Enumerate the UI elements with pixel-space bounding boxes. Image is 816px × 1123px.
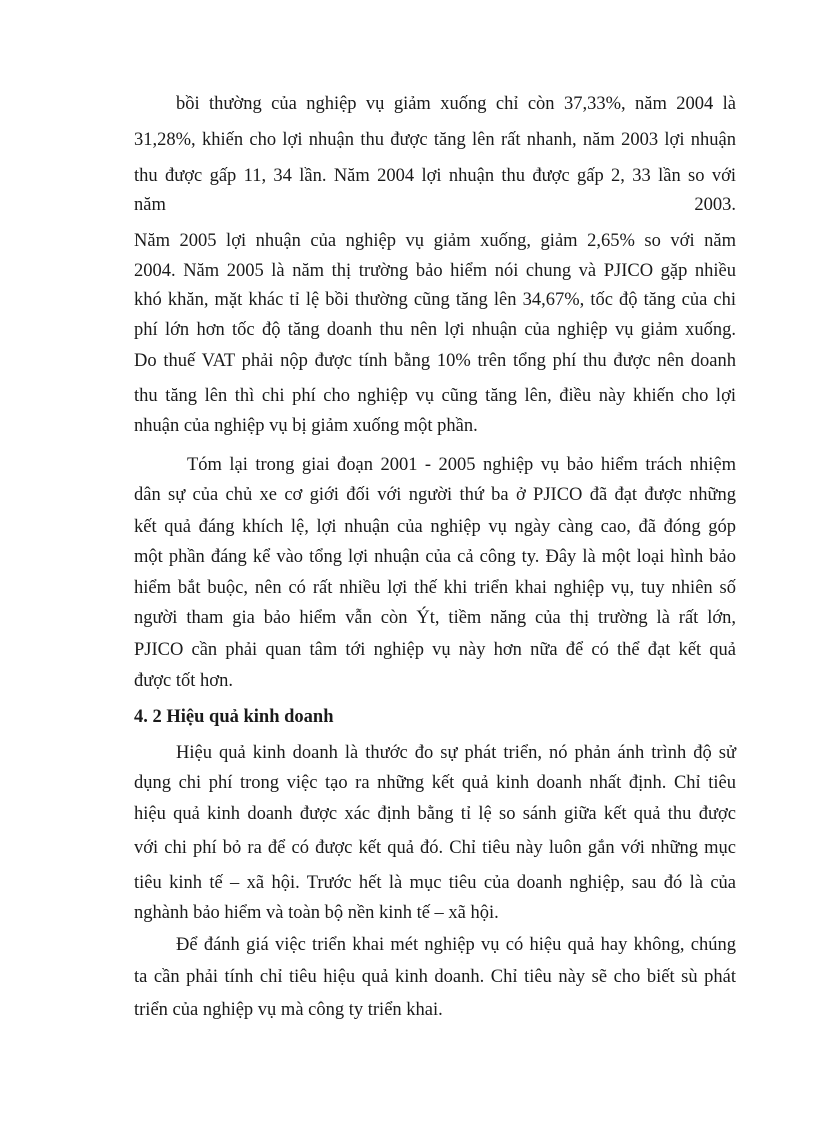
text-line: dụng chi phí trong việc tạo ra những kết quả kinh doanh nhất định. Chỉ tiêu (134, 773, 736, 793)
text-line: Năm 2005 lợi nhuận của nghiệp vụ giảm xuống, giảm 2,65% so với năm (134, 231, 736, 251)
text-line: thu được gấp 11, 34 lần. Năm 2004 lợi nhuận thu được gấp 2, 33 lần so với (134, 166, 736, 186)
text-line: với chi phí bỏ ra để có được kết quả đó. Chỉ tiêu này luôn gắn với những mục (134, 838, 736, 858)
text-fragment: năm (134, 195, 166, 215)
text-line: được tốt hơn. (134, 671, 233, 691)
section-heading: 4. 2 Hiệu quả kinh doanh (134, 707, 334, 727)
text-line: Tóm lại trong giai đoạn 2001 - 2005 nghiệp vụ bảo hiểm trách nhiệm (187, 455, 736, 475)
text-line: bồi thường của nghiệp vụ giảm xuống chỉ còn 37,33%, năm 2004 là (176, 94, 736, 114)
text-line: hiểm bắt buộc, nên có rất nhiều lợi thế khi triển khai nghiệp vụ, tuy nhiên số (134, 578, 736, 598)
text-line: tiêu kinh tế – xã hội. Trước hết là mục tiêu của doanh nghiệp, sau đó là của (134, 873, 736, 893)
text-line: 2004. Năm 2005 là năm thị trường bảo hiểm nói chung và PJICO gặp nhiều (134, 261, 736, 281)
text-line: PJICO cần phải quan tâm tới nghiệp vụ này hơn nữa để có thể đạt kết quả (134, 640, 736, 660)
text-line: khó khăn, mặt khác tỉ lệ bồi thường cũng tăng lên 34,67%, tốc độ tăng của chi (134, 290, 736, 310)
text-line: ta cần phải tính chỉ tiêu hiệu quả kinh doanh. Chỉ tiêu này sẽ cho biết sù phát (134, 967, 736, 987)
text-line: người tham gia bảo hiểm vẫn còn Ýt, tiềm năng của thị trường là rất lớn, (134, 608, 736, 628)
text-line: 31,28%, khiến cho lợi nhuận thu được tăng lên rất nhanh, năm 2003 lợi nhuận (134, 130, 736, 150)
text-line: Hiệu quả kinh doanh là thước đo sự phát triển, nó phản ánh trình độ sử (176, 743, 736, 763)
text-line: nghành bảo hiểm và toàn bộ nền kinh tế – xã hội. (134, 903, 499, 923)
text-line: triển của nghiệp vụ mà công ty triển khai. (134, 1000, 443, 1020)
text-fragment: 2003. (694, 195, 736, 215)
text-line: thu tăng lên thì chi phí cho nghiệp vụ cũng tăng lên, điều này khiến cho lợi (134, 386, 736, 406)
text-line: hiệu quả kinh doanh được xác định bằng tỉ lệ so sánh giữa kết quả thu được (134, 804, 736, 824)
text-line (134, 194, 736, 216)
text-line: dân sự của chủ xe cơ giới đối với người thứ ba ở PJICO đã đạt được những (134, 485, 736, 505)
text-line: một phần đáng kể vào tổng lợi nhuận của cả công ty. Đây là một loại hình bảo (134, 547, 736, 567)
text-line: phí lớn hơn tốc độ tăng doanh thu nên lợi nhuận của nghiệp vụ giảm xuống. (134, 320, 736, 340)
text-line: nhuận của nghiệp vụ bị giảm xuống một phần. (134, 416, 478, 436)
text-line: kết quả đáng khích lệ, lợi nhuận của nghiệp vụ ngày càng cao, đã đóng góp (134, 517, 736, 537)
text-line: Để đánh giá việc triển khai mét nghiệp vụ có hiệu quả hay không, chúng (176, 935, 736, 955)
text-line: Do thuế VAT phải nộp được tính bằng 10% trên tổng phí thu được nên doanh (134, 351, 736, 371)
